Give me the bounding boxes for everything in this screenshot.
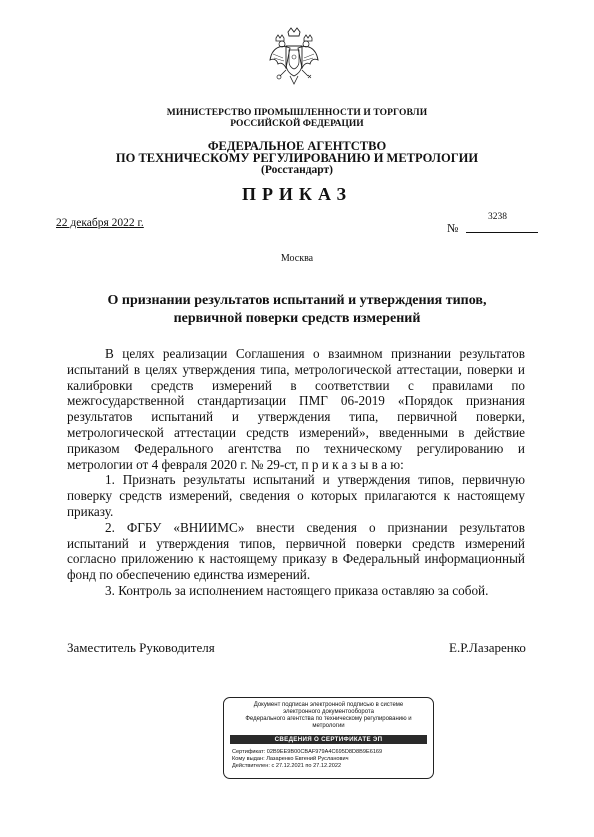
order-number-underline	[466, 232, 538, 233]
stamp-certificate-details	[232, 749, 427, 770]
city: Москва	[280, 253, 314, 264]
document-title	[0, 292, 594, 328]
document-title-line1: О признании результатов испытаний и утверждения типов,	[107, 293, 487, 308]
electronic-signature-stamp	[223, 697, 434, 779]
preamble-paragraph: В целях реализации Соглашения о взаимном признании результатов испытаний в целях утверждения типа, метрологической аттестации, поверки и калибровки средств измерений в соответствии с правилами по межгосударственной стандартизации ПМГ 06-2019 «Порядок признания результатов испытаний и утверждения типа, первичной поверки, метрологической аттестации средств измерений», введенными в действие приказом Федерального агентства по техническому регулированию и метрологии от 4 февраля 2020 г. № 29-ст, п р и к а з ы в а ю:	[67, 346, 525, 472]
stamp-note-line3: Федерального агентства по техническому регулированию и	[245, 716, 412, 722]
ministry-name-line2: РОССИЙСКОЙ ФЕДЕРАЦИИ	[230, 119, 364, 129]
document-title-line2: первичной поверки средств измерений	[173, 311, 421, 326]
stamp-note	[230, 702, 427, 730]
stamp-certificate-validity: Действителен: с 27.12.2021 по 27.12.2022	[232, 763, 342, 769]
order-title: ПРИКАЗ	[241, 184, 353, 204]
agency-short-name: (Росстандарт)	[261, 164, 333, 176]
stamp-certificate-id: Сертификат: 02B9EE9B00CBAF979A4C695D8D8B9E6169	[232, 749, 383, 755]
signatory-title: Заместитель Руководителя	[67, 640, 215, 655]
order-item-3: 3. Контроль за исполнением настоящего приказа оставляю за собой.	[105, 582, 489, 598]
order-date: 22 декабря 2022 г.	[56, 217, 144, 229]
russian-coat-of-arms-icon	[268, 26, 320, 86]
stamp-note-line2: электронного документооборота	[283, 709, 374, 715]
order-number: 3238	[488, 212, 507, 222]
stamp-certificate-header: СВЕДЕНИЯ О СЕРТИФИКАТЕ ЭП	[230, 735, 427, 744]
signatory-name: Е.Р.Лазаренко	[449, 640, 526, 655]
order-number-label: №	[447, 221, 459, 235]
document-body	[67, 346, 525, 599]
agency-name-line1: ФЕДЕРАЛЬНОЕ АГЕНТСТВО	[207, 139, 387, 153]
order-item-1: 1. Признать результаты испытаний и утверждения типов, первичную поверку средств измерений, сведения о которых прилагаются к настоящему приказу.	[67, 472, 525, 519]
order-item-2: 2. ФГБУ «ВНИИМС» внести сведения о признании результатов испытаний и утверждения типов, первичной поверки средств измерений согласно приложению к настоящему приказу в Федеральный информационный фонд по обеспечению единства измерений.	[67, 519, 525, 583]
stamp-certificate-owner: Кому выдан: Лазаренко Евгений Русланович	[232, 756, 349, 762]
stamp-note-line1: Документ подписан электронной подписью в системе	[253, 702, 404, 708]
stamp-note-line4: метрологии	[312, 723, 345, 729]
agency-name-line2: ПО ТЕХНИЧЕСКОМУ РЕГУЛИРОВАНИЮ И МЕТРОЛОГИИ	[115, 151, 479, 165]
ministry-name-line1: МИНИСТЕРСТВО ПРОМЫШЛЕННОСТИ И ТОРГОВЛИ	[166, 108, 428, 118]
